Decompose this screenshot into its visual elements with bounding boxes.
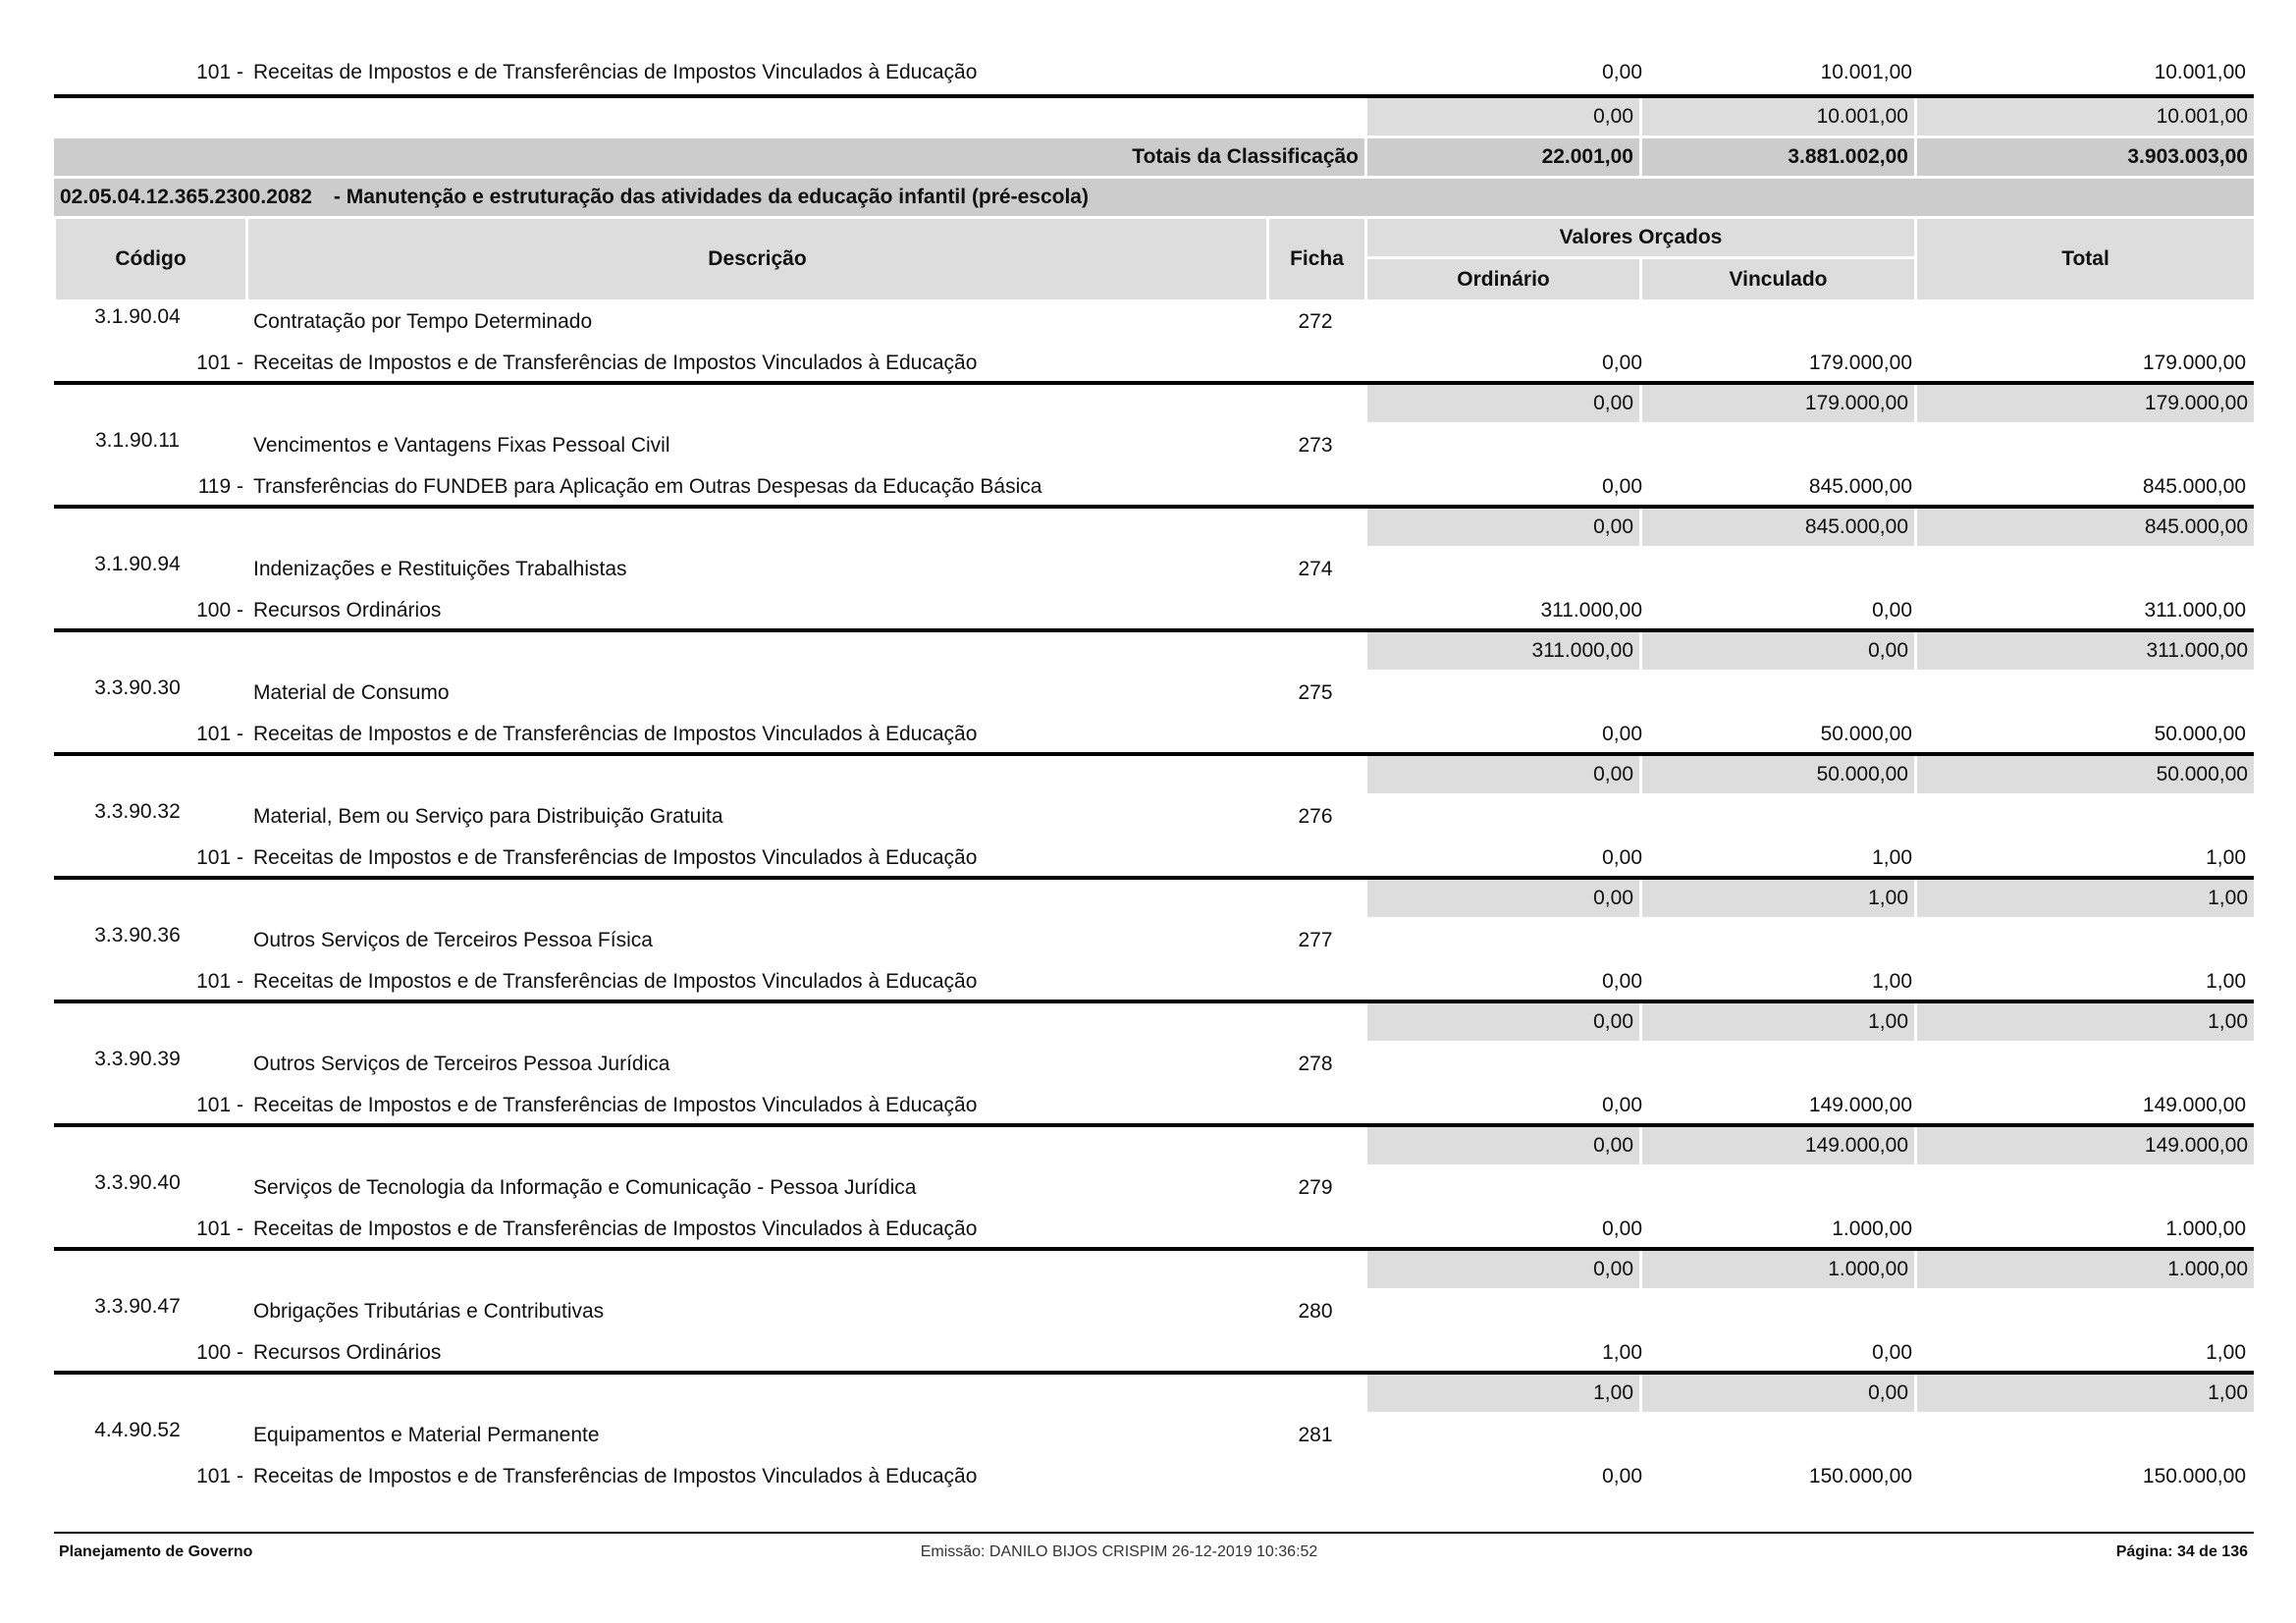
item-fonte-description: Receitas de Impostos e de Transferências de Impostos Vinculados à Educação	[253, 1094, 978, 1116]
value: 0,00	[1593, 105, 1633, 128]
item-fonte-description: Receitas de Impostos e de Transferências de Impostos Vinculados à Educação	[253, 352, 978, 374]
item-ficha: 272	[1298, 310, 1333, 333]
item-fonte-code: 101 -	[196, 846, 243, 869]
label: Descrição	[708, 247, 807, 270]
value: 845.000,00	[1804, 515, 1908, 538]
value: 1,00	[2208, 1010, 2248, 1033]
item-ordinario: 0,00	[1602, 1217, 1642, 1240]
program-header	[54, 179, 2254, 216]
item-ficha: 278	[1298, 1053, 1333, 1075]
item-ordinario: 0,00	[1602, 1465, 1642, 1488]
item-codigo: 3.1.90.11	[94, 429, 181, 452]
value: 22.001,00	[1541, 145, 1633, 168]
item-fonte-code: 101 -	[196, 1465, 243, 1488]
item-subtotal-ordinario	[1367, 632, 1639, 670]
item-total: 150.000,00	[2142, 1465, 2246, 1488]
carryover-fonte-description: Receitas de Impostos e de Transferências de Impostos Vinculados à Educação	[253, 61, 978, 83]
item-descricao: Material, Bem ou Serviço para Distribuição Gratuita	[253, 805, 723, 828]
item-descricao: Material de Consumo	[253, 681, 450, 704]
footer-emission: Emissão: DANILO BIJOS CRISPIM 26-12-2019 10:36:52	[920, 1543, 1318, 1560]
classification-totals-vinculado	[1642, 138, 1914, 176]
value: 50.000,00	[1816, 763, 1908, 785]
item-codigo: 3.3.90.32	[94, 800, 181, 823]
item-fonte-code: 100 -	[196, 599, 243, 622]
value: 0,00	[1593, 1258, 1633, 1280]
value: 0,00	[1593, 515, 1633, 538]
item-ficha: 280	[1298, 1300, 1333, 1323]
carryover-vinculado: 10.001,00	[1820, 61, 1912, 83]
item-subtotal-total	[1917, 1251, 2254, 1288]
classification-totals-ordinario	[1367, 138, 1639, 176]
item-total: 50.000,00	[2154, 723, 2246, 745]
item-subtotal-vinculado	[1642, 1003, 1914, 1041]
item-vinculado: 179.000,00	[1808, 352, 1912, 374]
item-fonte-code: 101 -	[196, 970, 243, 993]
value: 0,00	[1868, 1381, 1908, 1404]
item-descricao: Outros Serviços de Terceiros Pessoa Física	[253, 929, 653, 951]
item-codigo: 3.3.90.39	[94, 1048, 181, 1070]
footer-left: Planejamento de Governo	[59, 1543, 253, 1560]
item-vinculado: 1,00	[1872, 970, 1912, 993]
value: 1,00	[1868, 887, 1908, 909]
item-subtotal-ordinario	[1367, 756, 1639, 793]
item-total: 149.000,00	[2142, 1094, 2246, 1116]
item-subtotal-total	[1917, 509, 2254, 546]
item-vinculado: 0,00	[1872, 1341, 1912, 1364]
item-fonte-description: Transferências do FUNDEB para Aplicação em Outras Despesas da Educação Básica	[253, 475, 1042, 498]
value: 0,00	[1868, 639, 1908, 662]
item-ficha: 279	[1298, 1176, 1333, 1199]
value: 149.000,00	[1804, 1134, 1908, 1157]
item-ordinario: 0,00	[1602, 1094, 1642, 1116]
item-subtotal-ordinario	[1367, 1251, 1639, 1288]
value: 1,00	[2208, 887, 2248, 909]
label: Ordinário	[1457, 267, 1550, 291]
item-subtotal-vinculado	[1642, 1375, 1914, 1412]
item-subtotal-ordinario	[1367, 1127, 1639, 1164]
value: 1.000,00	[1828, 1258, 1908, 1280]
item-vinculado: 149.000,00	[1808, 1094, 1912, 1116]
item-fonte-code: 101 -	[196, 1217, 243, 1240]
value: 0,00	[1593, 1134, 1633, 1157]
item-ficha: 281	[1298, 1424, 1333, 1446]
item-subtotal-ordinario	[1367, 1003, 1639, 1041]
item-ficha: 276	[1298, 805, 1333, 828]
carryover-subtotal-ordinario	[1367, 98, 1639, 135]
item-descricao: Indenizações e Restituições Trabalhistas	[253, 558, 627, 580]
value: 179.000,00	[1804, 392, 1908, 414]
item-ficha: 274	[1298, 558, 1333, 580]
carryover-ordinario: 0,00	[1602, 61, 1642, 83]
column-header-total	[1917, 219, 2254, 299]
item-codigo: 3.1.90.94	[94, 553, 181, 575]
carryover-subtotal-total	[1917, 98, 2254, 135]
item-total: 1,00	[2206, 970, 2246, 993]
item-total: 1,00	[2206, 1341, 2246, 1364]
value: 149.000,00	[2144, 1134, 2248, 1157]
item-vinculado: 150.000,00	[1808, 1465, 1912, 1488]
item-total: 1,00	[2206, 846, 2246, 869]
item-fonte-code: 101 -	[196, 1094, 243, 1116]
value: 0,00	[1593, 763, 1633, 785]
item-fonte-description: Receitas de Impostos e de Transferências de Impostos Vinculados à Educação	[253, 723, 978, 745]
item-subtotal-ordinario	[1367, 1375, 1639, 1412]
value: 10.001,00	[1816, 105, 1908, 128]
item-fonte-code: 119 -	[197, 475, 243, 498]
value: 3.903.003,00	[2127, 145, 2248, 168]
item-ordinario: 0,00	[1602, 352, 1642, 374]
item-ficha: 275	[1298, 681, 1333, 704]
item-subtotal-vinculado	[1642, 632, 1914, 670]
item-vinculado: 845.000,00	[1808, 475, 1912, 498]
value: 179.000,00	[2144, 392, 2248, 414]
classification-totals-label	[54, 138, 1364, 176]
column-header-ordinario	[1367, 259, 1639, 299]
column-header-ficha	[1269, 219, 1364, 299]
item-subtotal-ordinario	[1367, 385, 1639, 422]
value: 311.000,00	[2146, 639, 2248, 662]
item-ordinario: 1,00	[1602, 1341, 1642, 1364]
value: 1,00	[1593, 1381, 1633, 1404]
item-subtotal-vinculado	[1642, 1251, 1914, 1288]
item-descricao: Contratação por Tempo Determinado	[253, 310, 593, 333]
item-codigo: 3.3.90.47	[94, 1295, 181, 1318]
item-vinculado: 1,00	[1872, 846, 1912, 869]
label: Código	[115, 247, 187, 270]
item-fonte-description: Receitas de Impostos e de Transferências de Impostos Vinculados à Educação	[253, 1217, 978, 1240]
value: 50.000,00	[2156, 763, 2248, 785]
item-fonte-description: Receitas de Impostos e de Transferências de Impostos Vinculados à Educação	[253, 1465, 978, 1488]
item-subtotal-total	[1917, 880, 2254, 917]
footer-rule	[54, 1532, 2254, 1534]
item-ficha: 273	[1298, 434, 1333, 457]
label: Ficha	[1290, 247, 1344, 270]
value: 1,00	[1868, 1010, 1908, 1033]
value: 1.000,00	[2167, 1258, 2248, 1280]
column-header-vinculado	[1642, 259, 1914, 299]
label: Vinculado	[1729, 267, 1828, 291]
value: 311.000,00	[1531, 639, 1633, 662]
item-ordinario: 0,00	[1602, 846, 1642, 869]
item-descricao: Obrigações Tributárias e Contributivas	[253, 1300, 605, 1323]
program-code: 02.05.04.12.365.2300.2082	[60, 186, 312, 208]
item-fonte-code: 101 -	[196, 723, 243, 745]
item-ordinario: 0,00	[1602, 723, 1642, 745]
label: Total	[2061, 247, 2109, 270]
value: 845.000,00	[2144, 515, 2248, 538]
item-descricao: Serviços de Tecnologia da Informação e Comunicação - Pessoa Jurídica	[253, 1176, 917, 1199]
label: Valores Orçados	[1559, 226, 1723, 248]
value: 3.881.002,00	[1788, 145, 1908, 168]
column-header-valores-orcados	[1367, 219, 1914, 256]
item-codigo: 3.1.90.04	[94, 305, 181, 328]
carryover-fonte-code: 101 -	[196, 61, 243, 83]
item-fonte-description: Receitas de Impostos e de Transferências de Impostos Vinculados à Educação	[253, 846, 978, 869]
value: 10.001,00	[2156, 105, 2248, 128]
classification-totals-total	[1917, 138, 2254, 176]
value: 0,00	[1593, 887, 1633, 909]
footer-page-number: Página: 34 de 136	[2115, 1543, 2248, 1560]
item-subtotal-vinculado	[1642, 509, 1914, 546]
item-fonte-code: 101 -	[196, 352, 243, 374]
item-subtotal-ordinario	[1367, 509, 1639, 546]
item-total: 179.000,00	[2142, 352, 2246, 374]
column-header-codigo	[56, 219, 245, 299]
item-subtotal-total	[1917, 1003, 2254, 1041]
item-subtotal-total	[1917, 756, 2254, 793]
item-descricao: Outros Serviços de Terceiros Pessoa Jurídica	[253, 1053, 670, 1075]
item-codigo: 4.4.90.52	[94, 1419, 181, 1441]
item-subtotal-vinculado	[1642, 1127, 1914, 1164]
value: 0,00	[1593, 392, 1633, 414]
item-fonte-code: 100 -	[196, 1341, 243, 1364]
program-title: - Manutenção e estruturação das atividades da educação infantil (pré-escola)	[333, 186, 1089, 208]
item-subtotal-vinculado	[1642, 880, 1914, 917]
item-subtotal-ordinario	[1367, 880, 1639, 917]
item-subtotal-vinculado	[1642, 756, 1914, 793]
carryover-total: 10.001,00	[2154, 61, 2246, 83]
value: 1,00	[2208, 1381, 2248, 1404]
item-subtotal-total	[1917, 1127, 2254, 1164]
item-subtotal-total	[1917, 632, 2254, 670]
item-codigo: 3.3.90.40	[94, 1171, 181, 1194]
item-subtotal-total	[1917, 1375, 2254, 1412]
carryover-subtotal-vinculado	[1642, 98, 1914, 135]
item-ordinario: 311.000,00	[1540, 599, 1642, 622]
item-vinculado: 1.000,00	[1832, 1217, 1912, 1240]
item-subtotal-vinculado	[1642, 385, 1914, 422]
item-codigo: 3.3.90.36	[94, 924, 181, 947]
item-subtotal-total	[1917, 385, 2254, 422]
item-fonte-description: Recursos Ordinários	[253, 1341, 442, 1364]
value: 0,00	[1593, 1010, 1633, 1033]
item-vinculado: 50.000,00	[1820, 723, 1912, 745]
item-descricao: Vencimentos e Vantagens Fixas Pessoal Civil	[253, 434, 670, 457]
item-fonte-description: Receitas de Impostos e de Transferências de Impostos Vinculados à Educação	[253, 970, 978, 993]
item-ordinario: 0,00	[1602, 970, 1642, 993]
item-vinculado: 0,00	[1872, 599, 1912, 622]
label: Totais da Classificação	[1132, 145, 1359, 168]
item-fonte-description: Recursos Ordinários	[253, 599, 442, 622]
column-header-descricao	[248, 219, 1266, 299]
item-ficha: 277	[1298, 929, 1333, 951]
item-ordinario: 0,00	[1602, 475, 1642, 498]
item-total: 311.000,00	[2144, 599, 2246, 622]
item-total: 1.000,00	[2165, 1217, 2246, 1240]
item-total: 845.000,00	[2142, 475, 2246, 498]
item-descricao: Equipamentos e Material Permanente	[253, 1424, 600, 1446]
item-codigo: 3.3.90.30	[94, 676, 181, 699]
